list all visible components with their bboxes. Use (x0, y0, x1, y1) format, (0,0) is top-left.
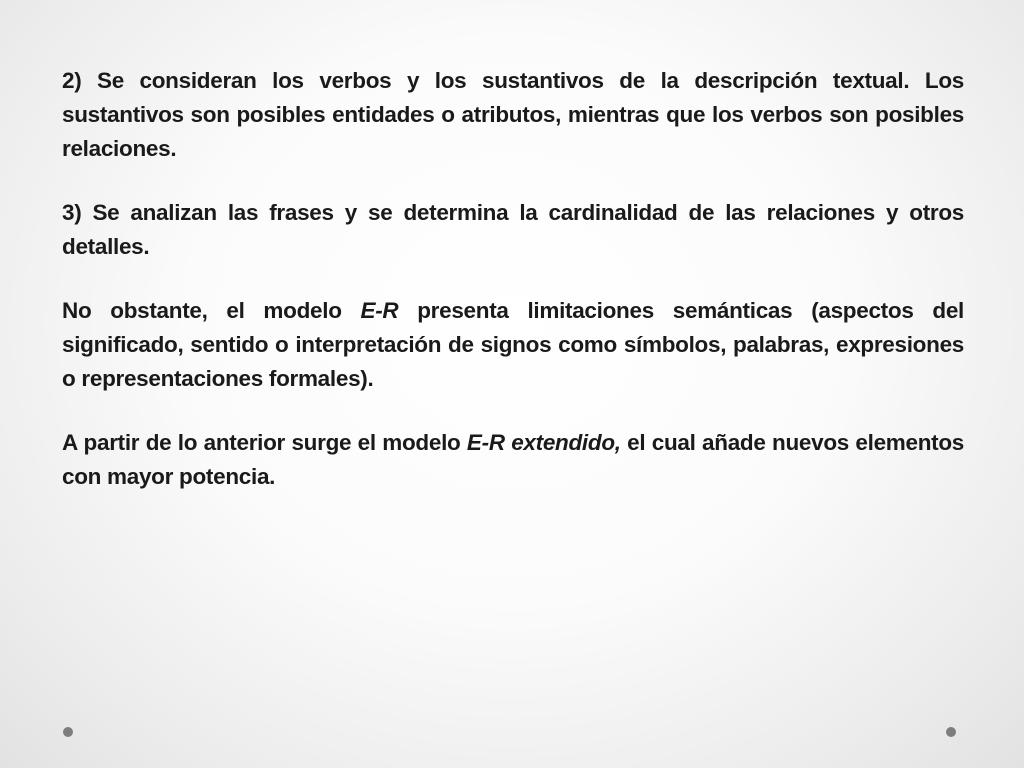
paragraph-limitations-text-start: No obstante, el modelo (62, 298, 361, 323)
paragraph-step-2: 2) Se consideran los verbos y los sustantivos de la descripción textual. Los sustantivos son posibles entidades o atributos, mientras que los verbos son posibles relaciones. (62, 68, 964, 161)
decorative-dot-right (946, 727, 956, 737)
paragraph-step-3: 3) Se analizan las frases y se determina la cardinalidad de las relaciones y otros detalles. (62, 200, 964, 259)
decorative-dot-left (63, 727, 73, 737)
paragraph-extended-text-end: el cual añade nuevos elementos con mayor potencia. (62, 430, 965, 489)
paragraph-extended-text-start: A partir de lo anterior surge el modelo (62, 430, 467, 455)
paragraph-limitations-text-end: presenta limitaciones semánticas (aspectos del significado, sentido o interpretación de signos como símbolos, palabras, expresiones o representaciones formales). (62, 298, 964, 391)
paragraph-limitations (62, 294, 964, 396)
slide-content (62, 64, 964, 524)
model-name-er-extended: E-R extendido, (466, 430, 621, 455)
model-name-er: E-R (360, 298, 399, 323)
paragraph-extended-model (62, 426, 964, 494)
